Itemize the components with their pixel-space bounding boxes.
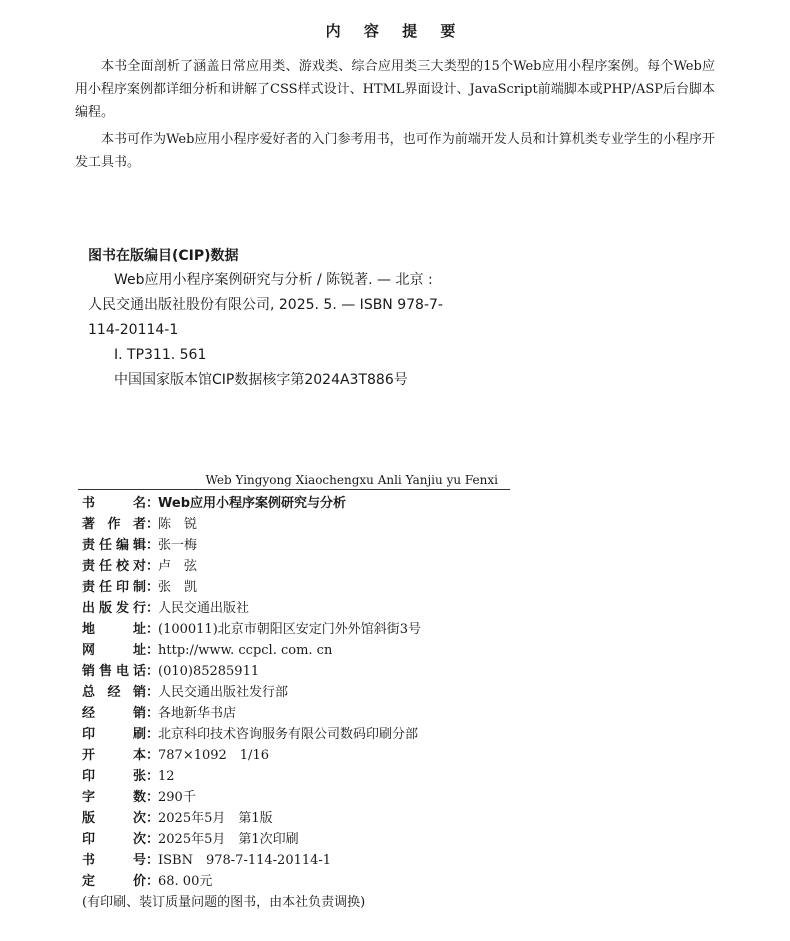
detail-label: 印刷	[82, 727, 146, 742]
summary-paragraph: 本书全面剖析了涵盖日常应用类、游戏类、综合应用类三大类型的15个Web应用小程序案例。每个Web应用小程序案例都详细分析和讲解了CSS样式设计、HTML界面设计、JavaScript前端脚本或PHP/ASP后台脚本编程。	[75, 59, 715, 120]
detail-row: 印张 ： 12	[82, 766, 562, 787]
pinyin-title: Web Yingyong Xiaochengxu Anli Yanjiu yu Fenxi	[205, 473, 498, 487]
detail-row: 地址 ： (100011)北京市朝阳区安定门外外馆斜街3号	[82, 619, 562, 640]
detail-row: 字数 ： 290千	[82, 787, 562, 808]
detail-row: 印刷 ： 北京科印技术咨询服务有限公司数码印刷分部	[82, 724, 562, 745]
detail-value: 张一梅	[158, 538, 198, 553]
detail-row: 网址 ： http://www. ccpcl. com. cn	[82, 640, 562, 661]
detail-label: 地址	[82, 622, 146, 637]
page-title: 内 容 提 要	[325, 22, 465, 40]
detail-value: Web应用小程序案例研究与分析	[158, 496, 346, 511]
detail-label: 责任编辑	[82, 538, 146, 553]
detail-label: 著作者	[82, 517, 146, 532]
detail-value: 各地新华书店	[158, 706, 237, 721]
detail-label: 网址	[82, 643, 146, 658]
detail-value: 人民交通出版社发行部	[158, 685, 289, 700]
detail-row: 定价 ： 68. 00元	[82, 871, 562, 892]
detail-label: 总经销	[82, 685, 146, 700]
cip-data-block	[88, 268, 508, 393]
detail-value: 787×1092 1/16	[158, 748, 269, 763]
detail-label: 定价	[82, 874, 146, 889]
cip-line: 中国国家版本馆CIP数据核字第2024A3T886号	[114, 372, 408, 388]
detail-label: 销售电话	[82, 664, 146, 679]
cip-line: 人民交通出版社股份有限公司, 2025. 5. — ISBN 978-7-	[88, 297, 443, 313]
detail-label: 版次	[82, 811, 146, 826]
detail-row: 责任编辑 ： 张一梅	[82, 535, 562, 556]
detail-value: 2025年5月 第1次印刷	[158, 832, 299, 847]
cip-heading: 图书在版编目(CIP)数据	[88, 248, 239, 264]
detail-value: (100011)北京市朝阳区安定门外外馆斜街3号	[158, 622, 422, 637]
detail-row: 印次 ： 2025年5月 第1次印刷	[82, 829, 562, 850]
detail-row: 责任校对 ： 卢 弦	[82, 556, 562, 577]
detail-row: 版次 ： 2025年5月 第1版	[82, 808, 562, 829]
publication-details	[82, 493, 562, 913]
detail-label: 书号	[82, 853, 146, 868]
cip-line: Ⅰ. TP311. 561	[114, 347, 207, 363]
detail-label: 印次	[82, 832, 146, 847]
detail-value: 陈 锐	[158, 517, 198, 532]
detail-value: 张 凯	[158, 580, 198, 595]
detail-value: 卢 弦	[158, 559, 198, 574]
summary-section	[75, 55, 715, 178]
detail-label: 出版发行	[82, 601, 146, 616]
summary-paragraph: 本书可作为Web应用小程序爱好者的入门参考用书，也可作为前端开发人员和计算机类专业学生的小程序开发工具书。	[75, 132, 715, 170]
detail-label: 字数	[82, 790, 146, 805]
detail-value: 人民交通出版社	[158, 601, 250, 616]
cip-line: 114-20114-1	[88, 322, 179, 338]
detail-label: 书名	[82, 496, 146, 511]
detail-label: 责任印制	[82, 580, 146, 595]
detail-value: 2025年5月 第1版	[158, 811, 273, 826]
detail-value: 290千	[158, 790, 196, 805]
detail-value: 68. 00元	[158, 874, 213, 889]
detail-value: ISBN 978-7-114-20114-1	[158, 853, 332, 868]
detail-label: 开本	[82, 748, 146, 763]
cip-line: Web应用小程序案例研究与分析 / 陈锐著. — 北京 :	[114, 272, 433, 288]
detail-row: 销售电话 ： (010)85285911	[82, 661, 562, 682]
detail-value: 12	[158, 769, 175, 784]
detail-label: 印张	[82, 769, 146, 784]
detail-row: 书号 ： ISBN 978-7-114-20114-1	[82, 850, 562, 871]
detail-row: 出版发行 ： 人民交通出版社	[82, 598, 562, 619]
detail-label: 责任校对	[82, 559, 146, 574]
quality-note: (有印刷、装订质量问题的图书，由本社负责调换)	[82, 895, 366, 910]
detail-row: 经销 ： 各地新华书店	[82, 703, 562, 724]
detail-value: (010)85285911	[158, 664, 260, 679]
divider-line	[78, 489, 510, 490]
detail-value: http://www. ccpcl. com. cn	[158, 643, 333, 658]
detail-row: 责任印制 ： 张 凯	[82, 577, 562, 598]
detail-row: 总经销 ： 人民交通出版社发行部	[82, 682, 562, 703]
detail-value: 北京科印技术咨询服务有限公司数码印刷分部	[158, 727, 419, 742]
detail-label: 经销	[82, 706, 146, 721]
detail-row: 书名 ： Web应用小程序案例研究与分析	[82, 493, 562, 514]
detail-row: 著作者 ： 陈 锐	[82, 514, 562, 535]
detail-row: 开本 ： 787×1092 1/16	[82, 745, 562, 766]
